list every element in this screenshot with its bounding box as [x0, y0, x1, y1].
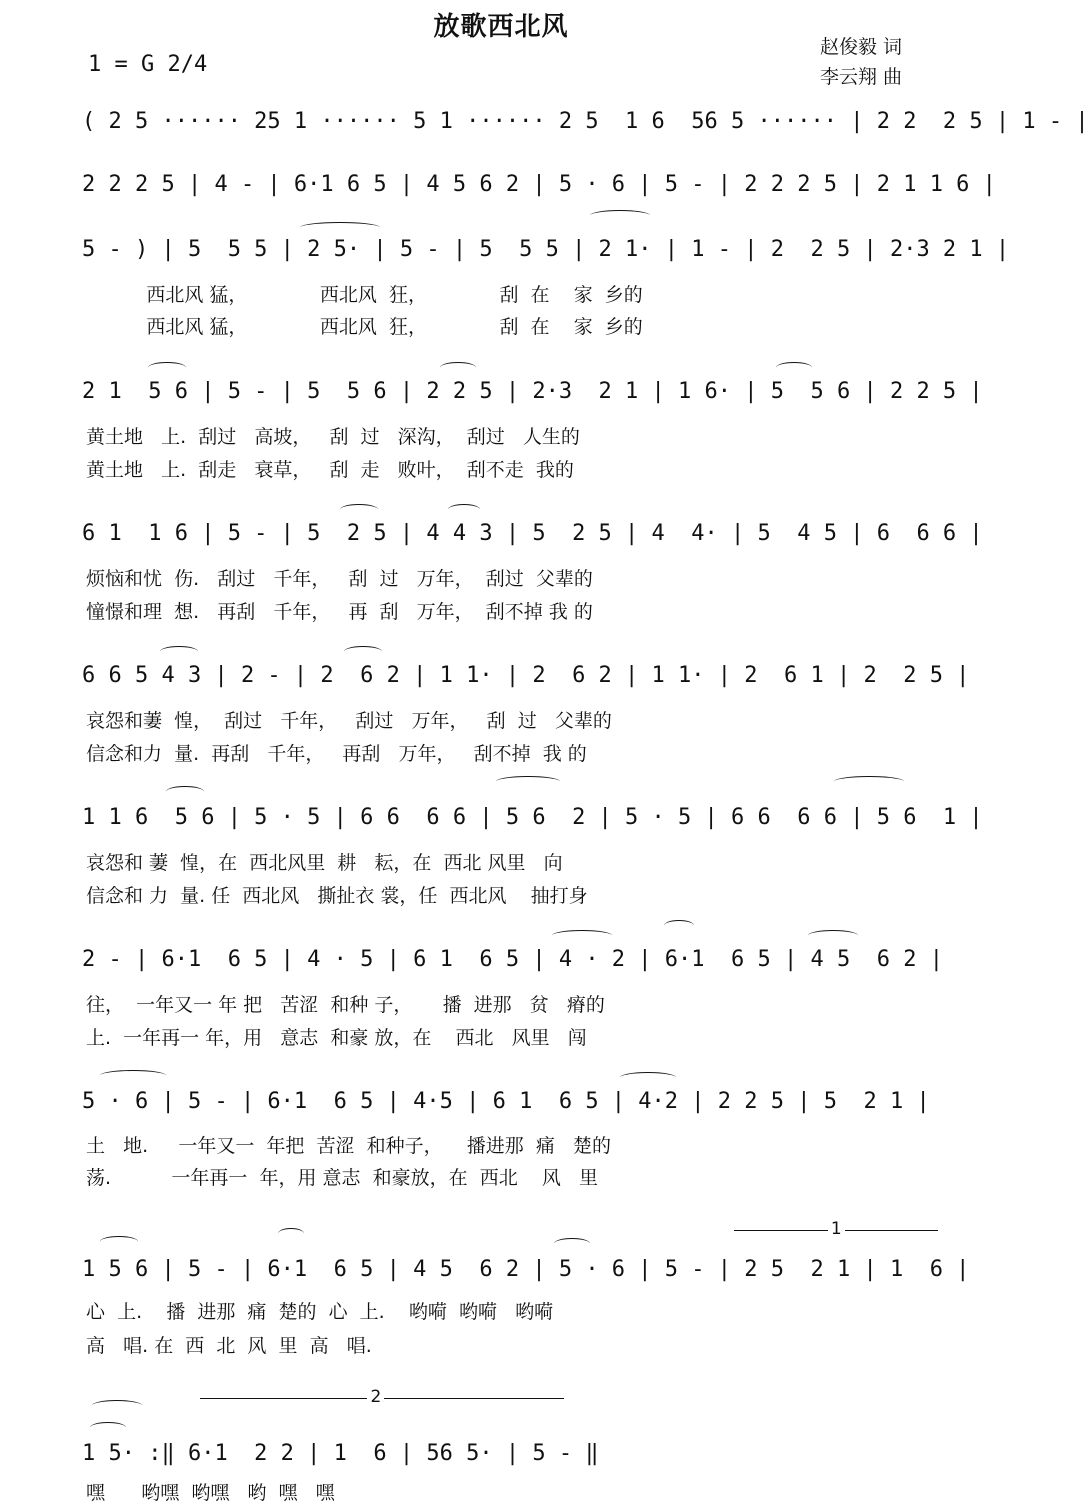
- slur: [344, 646, 382, 657]
- slur: [92, 1400, 142, 1411]
- slur: [620, 1072, 676, 1083]
- lyric-line-6a: 哀怨和萋 惶， 刮过 千年， 刮过 万年， 刮 过 父辈的: [86, 710, 612, 732]
- volta-bracket-1: 1: [734, 1230, 938, 1245]
- volta-bracket-2: 2: [200, 1398, 564, 1413]
- notation-line-8: 2 - | 6·1 6 5 | 4 · 5 | 6 1 6 5 | 4 · 2 | 6·1 6 5 | 4 5 6 2 |: [82, 947, 943, 972]
- slur: [278, 1228, 304, 1239]
- notation-line-4: 2 1 5 6 | 5 - | 5 5 6 | 2 2 5 | 2·3 2 1 | 1 6· | 5 5 6 | 2 2 5 |: [82, 379, 983, 404]
- lyric-line-4b: 黄土地 上. 刮走 衰草， 刮 走 败叶， 刮不走 我的: [86, 459, 574, 481]
- slur: [552, 930, 612, 941]
- notation-line-6: 6 6 5 4 3 | 2 - | 2 6 2 | 1 1· | 2 6 2 | 1 1· | 2 6 1 | 2 2 5 |: [82, 663, 970, 688]
- notation-line-1: ( 2 5 ······ 25 1 ······ 5 1 ······ 2 5 1 6 56 5 ······ | 2 2 2 5 | 1 - |: [82, 109, 1089, 134]
- slur: [160, 646, 198, 657]
- slur: [590, 210, 650, 221]
- lyric-line-10a: 心 上. 播 进那 痛 楚的 心 上. 哟嗬 哟嗬 哟嗬: [86, 1301, 554, 1323]
- notation-line-10: 1 5 6 | 5 - | 6·1 6 5 | 4 5 6 2 | 5 · 6 | 5 - | 2 5 2 1 | 1 6 |: [82, 1257, 970, 1282]
- lyric-line-6b: 信念和力 量. 再刮 千年， 再刮 万年， 刮不掉 我 的: [86, 743, 587, 765]
- slur: [496, 776, 560, 787]
- notation-line-2: 2 2 2 5 | 4 - | 6·1 6 5 | 4 5 6 2 | 5 · 6 | 5 - | 2 2 2 5 | 2 1 1 6 |: [82, 172, 996, 197]
- slur: [100, 1236, 138, 1247]
- lyric-line-5a: 烦恼和忧 伤. 刮过 千年， 刮 过 万年， 刮过 父辈的: [86, 568, 593, 590]
- slur: [776, 362, 812, 373]
- slur: [448, 504, 480, 515]
- lyric-line-7a: 哀怨和 萋 惶，在 西北风里 耕 耘，在 西北 风里 向: [86, 852, 563, 874]
- slur: [808, 930, 858, 941]
- composer-credit: 李云翔 曲: [820, 66, 903, 88]
- slur: [664, 920, 694, 931]
- slur: [148, 362, 186, 373]
- slur: [100, 1070, 166, 1081]
- lyric-line-8a: 往， 一年又一 年 把 苦涩 和种 子， 播 进那 贫 瘠的: [86, 994, 605, 1016]
- song-title: 放歌西北风: [433, 12, 569, 42]
- lyric-line-4a: 黄土地 上. 刮过 高坡， 刮 过 深沟， 刮过 人生的: [86, 426, 580, 448]
- key-signature: 1 = G 2/4: [88, 52, 208, 77]
- slur: [834, 776, 904, 787]
- lyric-line-8b: 上. 一年再一 年，用 意志 和豪 放，在 西北 风里 闯: [86, 1027, 587, 1049]
- slur: [440, 362, 476, 373]
- notation-line-3: 5 - ) | 5 5 5 | 2 5· | 5 - | 5 5 5 | 2 1· | 1 - | 2 2 5 | 2·3 2 1 |: [82, 237, 1010, 262]
- notation-line-9: 5 · 6 | 5 - | 6·1 6 5 | 4·5 | 6 1 6 5 | 4·2 | 2 2 5 | 5 2 1 |: [82, 1089, 930, 1114]
- slur: [90, 1422, 126, 1433]
- lyric-line-5b: 憧憬和理 想. 再刮 千年， 再 刮 万年， 刮不掉 我 的: [86, 601, 593, 623]
- lyric-line-3b: 西北风 猛， 西北风 狂， 刮 在 家 乡的: [86, 316, 643, 338]
- notation-line-5: 6 1 1 6 | 5 - | 5 2 5 | 4 4 3 | 5 2 5 | 4 4· | 5 4 5 | 6 6 6 |: [82, 521, 983, 546]
- lyric-line-3a: 西北风 猛， 西北风 狂， 刮 在 家 乡的: [86, 284, 643, 306]
- lyricist-credit: 赵俊毅 词: [820, 36, 903, 58]
- lyric-line-7b: 信念和 力 量. 任 西北风 撕扯衣 裳，任 西北风 抽打身: [86, 885, 588, 907]
- slur: [166, 786, 204, 797]
- notation-line-11: 1 5· :‖ 6·1 2 2 | 1 6 | 56 5· | 5 - ‖: [82, 1441, 599, 1466]
- lyric-line-10b: 高 唱. 在 西 北 风 里 高 唱.: [86, 1335, 372, 1357]
- slur: [340, 504, 378, 515]
- lyric-line-9b: 荡. 一年再一 年，用 意志 和豪放，在 西北 风 里: [86, 1167, 598, 1189]
- lyric-line-11a: 嘿 哟嘿 哟嘿 哟 嘿 嘿: [86, 1482, 335, 1504]
- slur: [554, 1238, 590, 1249]
- notation-line-7: 1 1 6 5 6 | 5 · 5 | 6 6 6 6 | 5 6 2 | 5 · 5 | 6 6 6 6 | 5 6 1 |: [82, 805, 983, 830]
- lyric-line-9a: 土 地. 一年又一 年把 苦涩 和种子， 播进那 痛 楚的: [86, 1135, 611, 1157]
